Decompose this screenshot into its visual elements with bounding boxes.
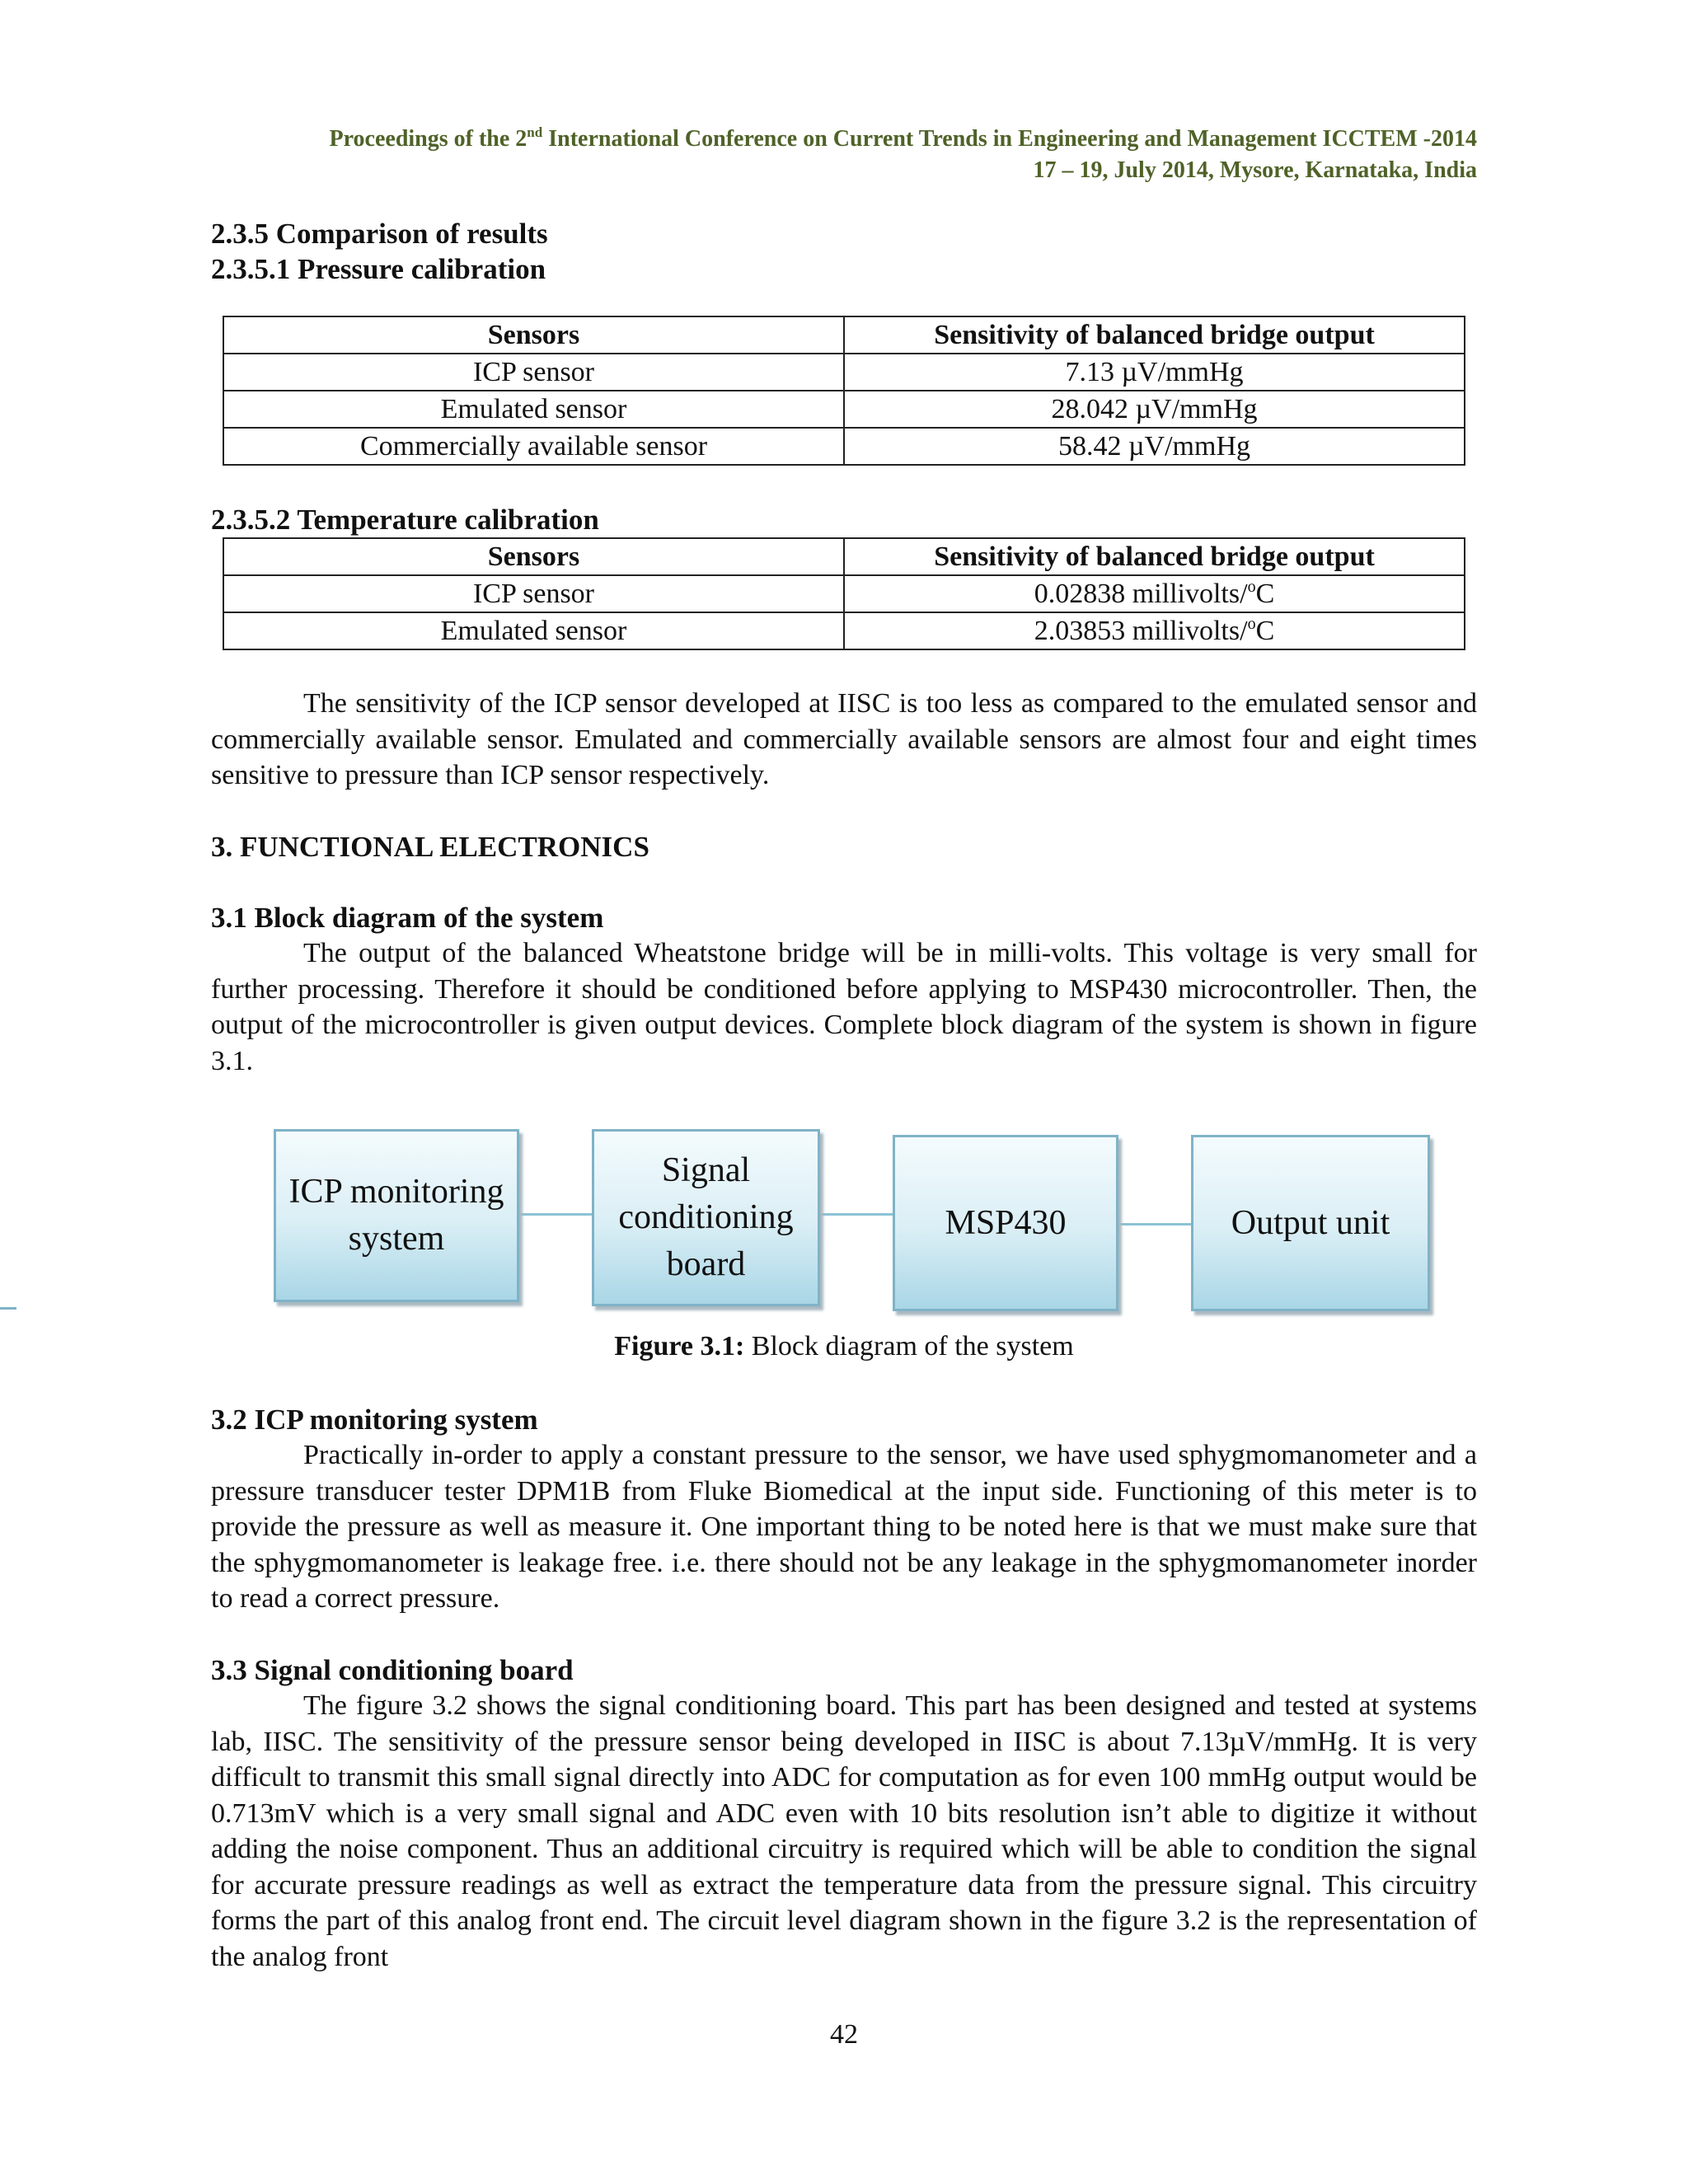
unit-text: C — [1255, 578, 1275, 609]
table-header-cell: Sensors — [223, 316, 844, 354]
block-icp-monitoring-system: ICP monitoring system — [274, 1129, 519, 1302]
figure-caption — [211, 1329, 1477, 1365]
table-header-row — [223, 538, 1465, 575]
table-row — [223, 612, 1465, 649]
unit-text: C — [1255, 615, 1275, 646]
table-header-cell: Sensitivity of balanced bridge output — [844, 316, 1465, 354]
value-text: 0.02838 millivolts/ — [1034, 578, 1248, 609]
header-ordinal: nd — [527, 124, 543, 140]
block-output-unit: Output unit — [1191, 1135, 1430, 1311]
block-signal-conditioning-board: Signal conditioning board — [592, 1129, 820, 1306]
table-header-cell: Sensitivity of balanced bridge output — [844, 538, 1465, 575]
table-cell: Emulated sensor — [223, 612, 844, 649]
connector-line — [820, 1213, 896, 1216]
caption-text: Block diagram of the system — [744, 1331, 1074, 1361]
connector-line — [1118, 1223, 1194, 1226]
table-cell — [844, 612, 1465, 649]
section-heading-2-3-5-2: 2.3.5.2 Temperature calibration — [211, 504, 599, 536]
table-header-cell: Sensors — [223, 538, 844, 575]
paragraph-icp-monitoring — [211, 1437, 1477, 1617]
section-heading-3-1: 3.1 Block diagram of the system — [211, 902, 604, 934]
table-cell: 28.042 µV/mmHg — [844, 391, 1465, 428]
section-heading-2-3-5-1: 2.3.5.1 Pressure calibration — [211, 253, 546, 285]
table-cell: ICP sensor — [223, 575, 844, 612]
section-heading-3-2: 3.2 ICP monitoring system — [211, 1404, 538, 1436]
block-msp430: MSP430 — [893, 1135, 1118, 1311]
table-cell: Emulated sensor — [223, 391, 844, 428]
header-text-rest: International Conference on Current Trends in Engineering and Management ICCTEM -2014 — [542, 126, 1477, 152]
value-text: 2.03853 millivolts/ — [1034, 615, 1248, 646]
temperature-calibration-table — [223, 537, 1465, 650]
paragraph-text: The output of the balanced Wheatstone bridge will be in milli-volts. This voltage is very small for further processing. Therefore it should be conditioned before applying to MSP430 microcontroller. Then, the output of the microcontroller is given output devices. Complete block diagram of the system is shown in figure 3.1. — [211, 938, 1477, 1076]
caption-label: Figure 3.1: — [614, 1331, 745, 1361]
table-cell — [844, 575, 1465, 612]
block-diagram — [272, 1121, 1434, 1327]
header-line-1 — [211, 124, 1477, 155]
paragraph-signal-conditioning — [211, 1688, 1477, 1975]
running-header — [211, 124, 1477, 186]
connector-line — [519, 1213, 595, 1216]
degree-mark: o — [1247, 614, 1256, 633]
table-cell: 58.42 µV/mmHg — [844, 428, 1465, 465]
paragraph-block-diagram — [211, 935, 1477, 1079]
table-header-row — [223, 316, 1465, 354]
paragraph-text: The figure 3.2 shows the signal conditioning board. This part has been designed and tested at systems lab, IISC. The sensitivity of the pressure sensor being developed in IISC is about 7.13µV/mmHg. It is very difficult to transmit this small signal directly into ADC for computation as for even 100 mmHg output would be 0.713mV which is a very small signal and ADC even with 10 bits resolution isn’t able to digitize it without adding the noise component. Thus an additional circuitry is required which will be able to condition the signal for accurate pressure readings as well as extract the temperature data from the pressure signal. This circuitry forms the part of this analog front end. The circuit level diagram shown in the figure 3.2 is the representation of the analog front — [211, 1690, 1477, 1972]
table-cell: ICP sensor — [223, 354, 844, 391]
table-row — [223, 391, 1465, 428]
margin-mark — [0, 1307, 16, 1310]
paragraph-sensitivity — [211, 686, 1477, 794]
paragraph-text: Practically in-order to apply a constant pressure to the sensor, we have used sphygmomanometer and a pressure transducer tester DPM1B from Fluke Biomedical at the input side. Functioning of this meter is to provide the pressure as well as measure it. One important thing to be noted here is that we must make sure that the sphygmomanometer is leakage free. i.e. there should not be any leakage in the sphygmomanometer inorder to read a correct pressure. — [211, 1440, 1477, 1614]
section-heading-3-3: 3.3 Signal conditioning board — [211, 1654, 574, 1686]
table-cell: Commercially available sensor — [223, 428, 844, 465]
section-heading-3: 3. FUNCTIONAL ELECTRONICS — [211, 831, 649, 863]
table-row — [223, 428, 1465, 465]
header-line-2: 17 – 19, July 2014, Mysore, Karnataka, India — [1033, 157, 1477, 183]
table-cell: 7.13 µV/mmHg — [844, 354, 1465, 391]
pressure-calibration-table — [223, 316, 1465, 466]
table-row — [223, 354, 1465, 391]
section-heading-2-3-5: 2.3.5 Comparison of results — [211, 218, 548, 250]
degree-mark: o — [1247, 577, 1256, 596]
page-number: 42 — [830, 2019, 858, 2050]
table-row — [223, 575, 1465, 612]
paragraph-text: The sensitivity of the ICP sensor developed at IISC is too less as compared to the emulated sensor and commercially available sensor. Emulated and commercially available sensors are almost four and eight times sensitive to pressure than ICP sensor respectively. — [211, 688, 1477, 790]
header-text: Proceedings of the 2 — [329, 126, 528, 152]
